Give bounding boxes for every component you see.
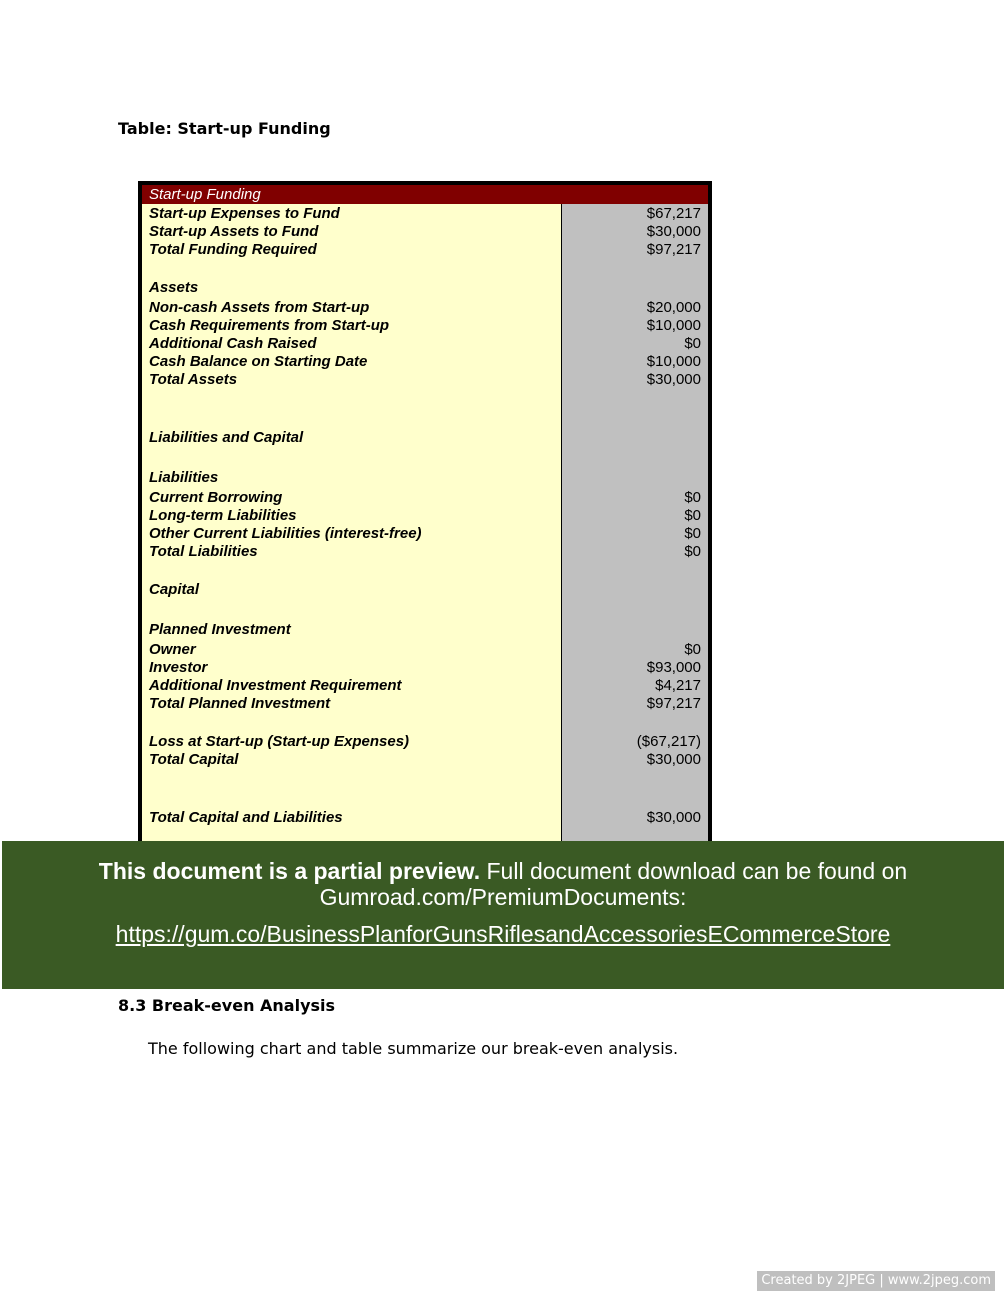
row-value: $4,217 — [655, 677, 701, 694]
row-label: Non-cash Assets from Start-up — [149, 299, 370, 316]
row-label: Long-term Liabilities — [149, 507, 297, 524]
row-label: Total Liabilities — [149, 543, 258, 560]
startup-funding-table — [138, 181, 712, 881]
table-header-row — [142, 185, 708, 204]
table-body — [142, 185, 708, 881]
row-value: $10,000 — [646, 353, 701, 370]
table-row — [142, 733, 708, 751]
table-row — [142, 621, 708, 639]
table-row — [142, 335, 708, 353]
table-row — [142, 371, 708, 389]
row-label: Liabilities — [149, 469, 219, 486]
row-value: $97,217 — [646, 695, 701, 712]
row-value: $30,000 — [646, 223, 701, 240]
table-row — [142, 469, 708, 487]
row-label: Additional Investment Requirement — [149, 677, 402, 694]
table-row — [142, 429, 708, 447]
banner-download-link[interactable]: https://gum.co/BusinessPlanforGunsRiflesandAccessoriesECommerceStore — [115, 921, 891, 947]
table-row — [142, 543, 708, 561]
banner-line-1 — [2, 858, 1004, 884]
row-label: Investor — [149, 659, 208, 676]
row-label: Total Planned Investment — [149, 695, 331, 712]
watermark-credit: Created by 2JPEG | www.2jpeg.com — [757, 1271, 995, 1291]
row-label: Cash Balance on Starting Date — [149, 353, 368, 370]
row-value: $0 — [684, 525, 701, 542]
row-label: Additional Cash Raised — [149, 335, 317, 352]
section-heading: 8.3 Break-even Analysis — [118, 996, 336, 1015]
row-label: Total Capital and Liabilities — [149, 809, 343, 826]
table-row — [142, 695, 708, 713]
row-value: ($67,217) — [636, 733, 701, 750]
row-label: Start-up Expenses to Fund — [149, 205, 340, 222]
banner-bold-text: This document is a partial preview. — [98, 858, 481, 884]
row-label: Liabilities and Capital — [149, 429, 304, 446]
row-label: Loss at Start-up (Start-up Expenses) — [149, 733, 410, 750]
table-row — [142, 809, 708, 827]
row-value: $30,000 — [646, 371, 701, 388]
row-label: Start-up Assets to Fund — [149, 223, 319, 240]
table-row — [142, 317, 708, 335]
row-value: $0 — [684, 641, 701, 658]
row-value: $67,217 — [646, 205, 701, 222]
table-row — [142, 659, 708, 677]
row-label: Current Borrowing — [149, 489, 283, 506]
row-value: $20,000 — [646, 299, 701, 316]
table-row — [142, 581, 708, 599]
row-value: $97,217 — [646, 241, 701, 258]
table-row — [142, 241, 708, 259]
row-label: Owner — [149, 641, 196, 658]
table-row — [142, 641, 708, 659]
row-label: Capital — [149, 581, 200, 598]
row-label: Assets — [149, 279, 199, 296]
table-row — [142, 223, 708, 241]
row-label: Other Current Liabilities (interest-free) — [149, 525, 422, 542]
row-value: $30,000 — [646, 809, 701, 826]
row-value: $0 — [684, 543, 701, 560]
table-row — [142, 299, 708, 317]
banner-text-part2: Gumroad.com/PremiumDocuments: — [319, 884, 687, 910]
section-body-text: The following chart and table summarize our break-even analysis. — [148, 1039, 679, 1058]
table-row — [142, 525, 708, 543]
table-row — [142, 751, 708, 769]
row-label: Planned Investment — [149, 621, 291, 638]
row-value: $93,000 — [646, 659, 701, 676]
table-row — [142, 353, 708, 371]
banner-text-part1: Full document download can be found on — [480, 858, 908, 884]
row-value: $0 — [684, 489, 701, 506]
table-row — [142, 677, 708, 695]
table-row — [142, 489, 708, 507]
table-row — [142, 279, 708, 297]
row-label: Cash Requirements from Start-up — [149, 317, 390, 334]
table-title: Table: Start-up Funding — [118, 119, 331, 138]
row-label: Total Funding Required — [149, 241, 317, 258]
table-row — [142, 205, 708, 223]
row-value: $0 — [684, 335, 701, 352]
row-value: $10,000 — [646, 317, 701, 334]
row-label: Total Assets — [149, 371, 238, 388]
row-value: $0 — [684, 507, 701, 524]
row-value: $30,000 — [646, 751, 701, 768]
preview-banner — [2, 841, 1004, 989]
table-row — [142, 507, 708, 525]
row-label: Total Capital — [149, 751, 239, 768]
table-header-label: Start-up Funding — [149, 186, 261, 203]
